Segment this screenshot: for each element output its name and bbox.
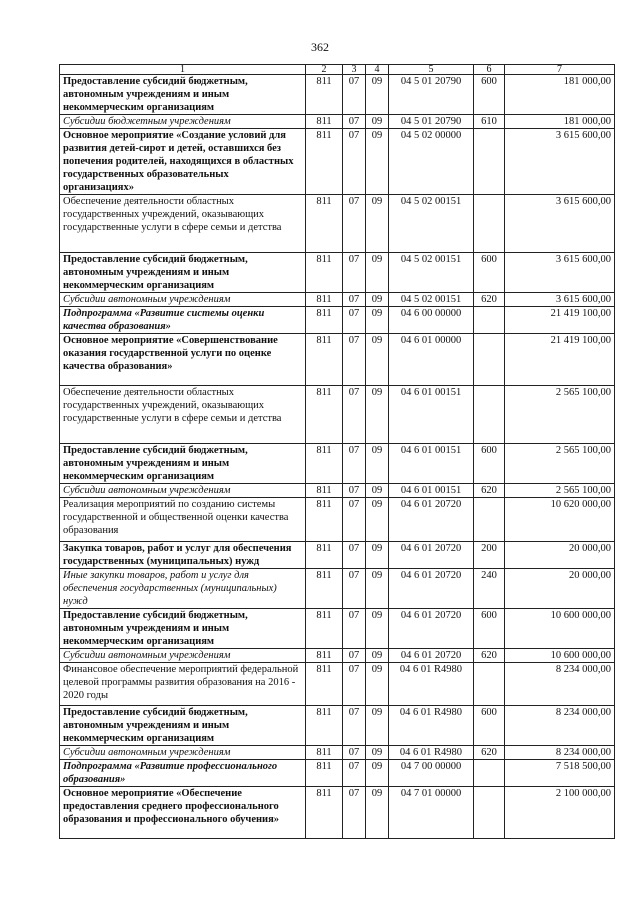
subsection-cell: 09 <box>366 334 389 386</box>
section-cell: 07 <box>343 334 366 386</box>
target-article-cell: 04 6 01 R4980 <box>389 706 474 746</box>
amount-cell: 2 100 000,00 <box>505 787 615 839</box>
section-cell: 07 <box>343 115 366 129</box>
header-col-6: 6 <box>474 65 505 75</box>
amount-cell: 3 615 600,00 <box>505 129 615 195</box>
expense-type-cell <box>474 663 505 706</box>
ministry-code-cell: 811 <box>306 760 343 787</box>
ministry-code-cell: 811 <box>306 649 343 663</box>
target-article-cell: 04 6 01 20720 <box>389 649 474 663</box>
ministry-code-cell: 811 <box>306 307 343 334</box>
section-cell: 07 <box>343 195 366 253</box>
table-row <box>60 293 615 307</box>
ministry-code-cell: 811 <box>306 663 343 706</box>
target-article-cell: 04 5 02 00151 <box>389 253 474 293</box>
ministry-code-cell: 811 <box>306 444 343 484</box>
target-article-cell: 04 6 01 R4980 <box>389 663 474 706</box>
target-article-cell: 04 6 00 00000 <box>389 307 474 334</box>
subsection-cell: 09 <box>366 649 389 663</box>
amount-cell: 3 615 600,00 <box>505 195 615 253</box>
table-row <box>60 334 615 386</box>
ministry-code-cell: 811 <box>306 746 343 760</box>
item-name-cell: Предоставление субсидий бюджетным, автономным учреждениям и иным некоммерческим организациям <box>60 444 306 484</box>
item-name-cell: Предоставление субсидий бюджетным, автономным учреждениям и иным некоммерческим организациям <box>60 609 306 649</box>
ministry-code-cell: 811 <box>306 115 343 129</box>
section-cell: 07 <box>343 609 366 649</box>
header-col-1: 1 <box>60 65 306 75</box>
target-article-cell: 04 6 01 00151 <box>389 484 474 498</box>
table-row <box>60 542 615 569</box>
table-row <box>60 75 615 115</box>
amount-cell: 181 000,00 <box>505 115 615 129</box>
subsection-cell: 09 <box>366 609 389 649</box>
item-name-cell: Субсидии автономным учреждениям <box>60 293 306 307</box>
section-cell: 07 <box>343 498 366 542</box>
expense-type-cell: 240 <box>474 569 505 609</box>
table-row <box>60 706 615 746</box>
table-row <box>60 307 615 334</box>
expense-type-cell: 620 <box>474 649 505 663</box>
expense-type-cell <box>474 195 505 253</box>
target-article-cell: 04 6 01 R4980 <box>389 746 474 760</box>
target-article-cell: 04 7 00 00000 <box>389 760 474 787</box>
item-name-cell: Основное мероприятие «Совершенствование оказания государственной услуги по оценке качества образования» <box>60 334 306 386</box>
section-cell: 07 <box>343 386 366 444</box>
section-cell: 07 <box>343 649 366 663</box>
expense-type-cell: 600 <box>474 609 505 649</box>
item-name-cell: Основное мероприятие «Обеспечение предоставления среднего профессионального образования и профессионального обучения» <box>60 787 306 839</box>
item-name-cell: Финансовое обеспечение мероприятий федеральной целевой программы развития образования на 2016 - 2020 годы <box>60 663 306 706</box>
section-cell: 07 <box>343 760 366 787</box>
table-row <box>60 253 615 293</box>
subsection-cell: 09 <box>366 542 389 569</box>
amount-cell: 3 615 600,00 <box>505 293 615 307</box>
section-cell: 07 <box>343 129 366 195</box>
section-cell: 07 <box>343 569 366 609</box>
target-article-cell: 04 6 01 00000 <box>389 334 474 386</box>
subsection-cell: 09 <box>366 386 389 444</box>
expense-type-cell <box>474 498 505 542</box>
header-row <box>60 65 615 75</box>
target-article-cell: 04 6 01 20720 <box>389 609 474 649</box>
target-article-cell: 04 5 02 00151 <box>389 195 474 253</box>
ministry-code-cell: 811 <box>306 787 343 839</box>
ministry-code-cell: 811 <box>306 706 343 746</box>
item-name-cell: Субсидии автономным учреждениям <box>60 746 306 760</box>
item-name-cell: Реализация мероприятий по созданию системы государственной и общественной оценки качества образования <box>60 498 306 542</box>
subsection-cell: 09 <box>366 498 389 542</box>
expense-type-cell: 600 <box>474 253 505 293</box>
item-name-cell: Основное мероприятие «Создание условий для развития детей-сирот и детей, оставшихся без попечения родителей, находящихся в областных государственных образовательных организациях» <box>60 129 306 195</box>
amount-cell: 20 000,00 <box>505 542 615 569</box>
table-row <box>60 760 615 787</box>
subsection-cell: 09 <box>366 760 389 787</box>
item-name-cell: Предоставление субсидий бюджетным, автономным учреждениям и иным некоммерческим организациям <box>60 706 306 746</box>
table-row <box>60 498 615 542</box>
amount-cell: 21 419 100,00 <box>505 307 615 334</box>
target-article-cell: 04 6 01 20720 <box>389 498 474 542</box>
table-row <box>60 787 615 839</box>
amount-cell: 8 234 000,00 <box>505 706 615 746</box>
expense-type-cell: 620 <box>474 746 505 760</box>
ministry-code-cell: 811 <box>306 253 343 293</box>
amount-cell: 2 565 100,00 <box>505 444 615 484</box>
expense-type-cell: 610 <box>474 115 505 129</box>
expense-type-cell: 600 <box>474 444 505 484</box>
budget-table-body <box>60 65 615 839</box>
amount-cell: 8 234 000,00 <box>505 663 615 706</box>
expense-type-cell <box>474 307 505 334</box>
ministry-code-cell: 811 <box>306 195 343 253</box>
subsection-cell: 09 <box>366 444 389 484</box>
item-name-cell: Закупка товаров, работ и услуг для обеспечения государственных (муниципальных) нужд <box>60 542 306 569</box>
subsection-cell: 09 <box>366 195 389 253</box>
amount-cell: 10 600 000,00 <box>505 649 615 663</box>
item-name-cell: Субсидии автономным учреждениям <box>60 649 306 663</box>
section-cell: 07 <box>343 746 366 760</box>
expense-type-cell <box>474 787 505 839</box>
item-name-cell: Субсидии автономным учреждениям <box>60 484 306 498</box>
ministry-code-cell: 811 <box>306 386 343 444</box>
amount-cell: 7 518 500,00 <box>505 760 615 787</box>
section-cell: 07 <box>343 293 366 307</box>
section-cell: 07 <box>343 307 366 334</box>
item-name-cell: Иные закупки товаров, работ и услуг для обеспечения государственных (муниципальных) нужд <box>60 569 306 609</box>
section-cell: 07 <box>343 787 366 839</box>
target-article-cell: 04 5 01 20790 <box>389 75 474 115</box>
expense-type-cell: 620 <box>474 484 505 498</box>
subsection-cell: 09 <box>366 293 389 307</box>
ministry-code-cell: 811 <box>306 334 343 386</box>
ministry-code-cell: 811 <box>306 293 343 307</box>
section-cell: 07 <box>343 444 366 484</box>
section-cell: 07 <box>343 484 366 498</box>
item-name-cell: Субсидии бюджетным учреждениям <box>60 115 306 129</box>
amount-cell: 20 000,00 <box>505 569 615 609</box>
ministry-code-cell: 811 <box>306 75 343 115</box>
target-article-cell: 04 6 01 20720 <box>389 542 474 569</box>
table-row <box>60 115 615 129</box>
ministry-code-cell: 811 <box>306 569 343 609</box>
table-row <box>60 663 615 706</box>
amount-cell: 21 419 100,00 <box>505 334 615 386</box>
subsection-cell: 09 <box>366 75 389 115</box>
subsection-cell: 09 <box>366 253 389 293</box>
page-number: 362 <box>311 40 329 54</box>
table-row <box>60 444 615 484</box>
subsection-cell: 09 <box>366 484 389 498</box>
subsection-cell: 09 <box>366 746 389 760</box>
expense-type-cell: 200 <box>474 542 505 569</box>
header-col-3: 3 <box>343 65 366 75</box>
subsection-cell: 09 <box>366 115 389 129</box>
header-col-5: 5 <box>389 65 474 75</box>
subsection-cell: 09 <box>366 706 389 746</box>
section-cell: 07 <box>343 706 366 746</box>
expense-type-cell <box>474 760 505 787</box>
item-name-cell: Обеспечение деятельности областных государственных учреждений, оказывающих государственные услуги в сфере семьи и детства <box>60 195 306 253</box>
header-col-7: 7 <box>505 65 615 75</box>
ministry-code-cell: 811 <box>306 484 343 498</box>
target-article-cell: 04 6 01 00151 <box>389 386 474 444</box>
target-article-cell: 04 5 01 20790 <box>389 115 474 129</box>
item-name-cell: Предоставление субсидий бюджетным, автономным учреждениям и иным некоммерческим организациям <box>60 253 306 293</box>
expense-type-cell <box>474 386 505 444</box>
ministry-code-cell: 811 <box>306 498 343 542</box>
amount-cell: 8 234 000,00 <box>505 746 615 760</box>
item-name-cell: Подпрограмма «Развитие профессионального образования» <box>60 760 306 787</box>
subsection-cell: 09 <box>366 307 389 334</box>
subsection-cell: 09 <box>366 129 389 195</box>
ministry-code-cell: 811 <box>306 542 343 569</box>
ministry-code-cell: 811 <box>306 609 343 649</box>
table-row <box>60 569 615 609</box>
table-row <box>60 484 615 498</box>
subsection-cell: 09 <box>366 787 389 839</box>
target-article-cell: 04 5 02 00151 <box>389 293 474 307</box>
item-name-cell: Предоставление субсидий бюджетным, автономным учреждениям и иным некоммерческим организациям <box>60 75 306 115</box>
item-name-cell: Обеспечение деятельности областных государственных учреждений, оказывающих государственные услуги в сфере семьи и детства <box>60 386 306 444</box>
amount-cell: 2 565 100,00 <box>505 386 615 444</box>
table-row <box>60 746 615 760</box>
section-cell: 07 <box>343 253 366 293</box>
ministry-code-cell: 811 <box>306 129 343 195</box>
expense-type-cell: 600 <box>474 75 505 115</box>
target-article-cell: 04 5 02 00000 <box>389 129 474 195</box>
subsection-cell: 09 <box>366 663 389 706</box>
section-cell: 07 <box>343 75 366 115</box>
table-row <box>60 649 615 663</box>
target-article-cell: 04 6 01 00151 <box>389 444 474 484</box>
target-article-cell: 04 6 01 20720 <box>389 569 474 609</box>
amount-cell: 10 600 000,00 <box>505 609 615 649</box>
expense-type-cell <box>474 334 505 386</box>
table-row <box>60 386 615 444</box>
budget-table <box>59 64 615 839</box>
subsection-cell: 09 <box>366 569 389 609</box>
expense-type-cell <box>474 129 505 195</box>
target-article-cell: 04 7 01 00000 <box>389 787 474 839</box>
table-row <box>60 609 615 649</box>
amount-cell: 10 620 000,00 <box>505 498 615 542</box>
section-cell: 07 <box>343 542 366 569</box>
header-col-2: 2 <box>306 65 343 75</box>
item-name-cell: Подпрограмма «Развитие системы оценки качества образования» <box>60 307 306 334</box>
expense-type-cell: 620 <box>474 293 505 307</box>
table-row <box>60 129 615 195</box>
header-col-4: 4 <box>366 65 389 75</box>
amount-cell: 181 000,00 <box>505 75 615 115</box>
expense-type-cell: 600 <box>474 706 505 746</box>
amount-cell: 2 565 100,00 <box>505 484 615 498</box>
section-cell: 07 <box>343 663 366 706</box>
amount-cell: 3 615 600,00 <box>505 253 615 293</box>
table-row <box>60 195 615 253</box>
